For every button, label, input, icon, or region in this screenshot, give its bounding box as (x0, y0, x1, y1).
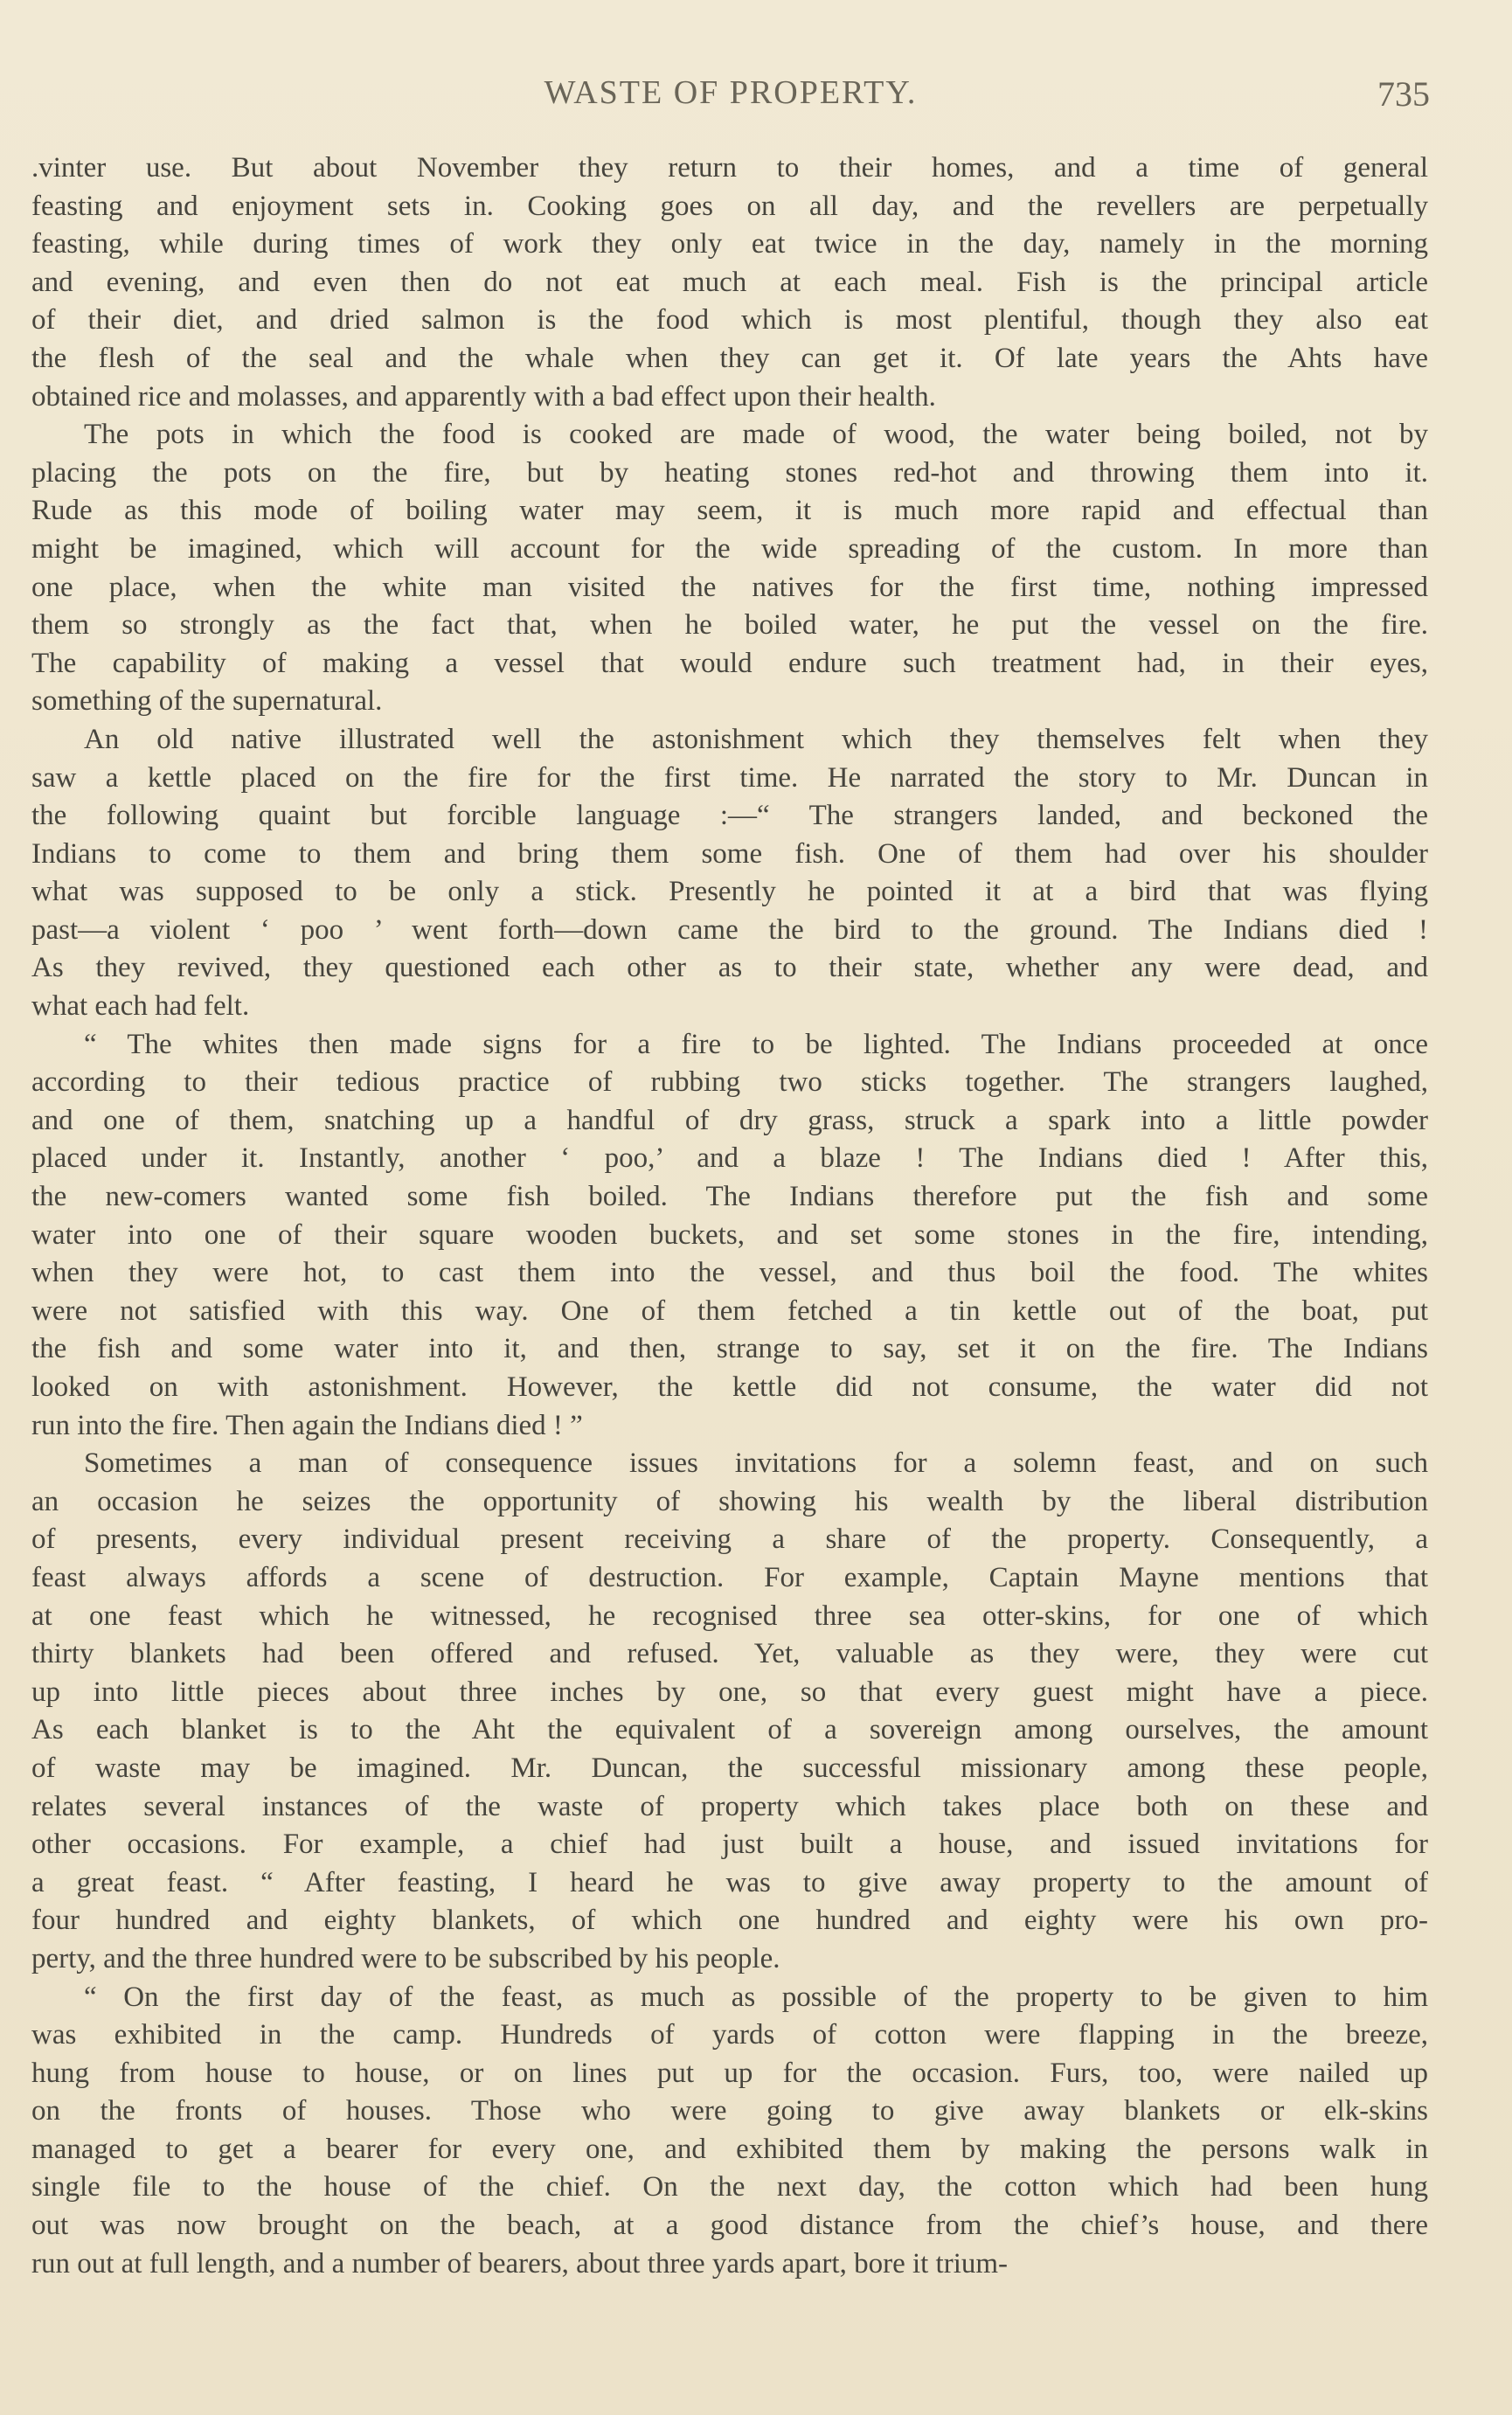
text-line: The capability of making a vessel that would endure such treatment had, in their eyes, (31, 647, 1428, 679)
text-line: up into little pieces about three inches by one, so that every guest might have a piece. (31, 1676, 1428, 1708)
text-line: Sometimes a man of consequence issues invitations for a solemn feast, and on such (84, 1447, 1428, 1480)
text-line: past—a violent ‘ poo ’ went forth—down came the bird to the ground. The Indians died ! (31, 913, 1428, 946)
text-line: and evening, and even then do not eat much at each meal. Fish is the principal article (31, 266, 1428, 298)
text-line: placed under it. Instantly, another ‘ poo,’ and a blaze ! The Indians died ! After this, (31, 1142, 1428, 1175)
text-line: water into one of their square wooden buckets, and set some stones in the fire, intending, (31, 1218, 1428, 1251)
text-line: out was now brought on the beach, at a good distance from the chief’s house, and there (31, 2210, 1428, 2242)
text-line: them so strongly as the fact that, when he boiled water, he put the vessel on the fire. (31, 609, 1428, 642)
text-line: were not satisfied with this way. One of them fetched a tin kettle out of the boat, put (31, 1294, 1428, 1327)
text-line: of waste may be imagined. Mr. Duncan, the successful missionary among these people, (31, 1752, 1428, 1784)
text-line: might be imagined, which will account for the wide spreading of the custom. In more than (31, 532, 1428, 565)
text-line: something of the supernatural. (31, 685, 383, 718)
text-line: the flesh of the seal and the whale when they can get it. Of late years the Ahts have (31, 342, 1428, 374)
text-line: saw a kettle placed on the fire for the first time. He narrated the story to Mr. Duncan in (31, 761, 1428, 794)
page-number: 735 (1377, 74, 1430, 114)
text-line: “ The whites then made signs for a fire to be lighted. The Indians proceeded at once (84, 1028, 1428, 1060)
text-line: obtained rice and molasses, and apparently with a bad effect upon their health. (31, 380, 936, 413)
text-line: The pots in which the food is cooked are made of wood, the water being boiled, not by (84, 419, 1428, 451)
text-line: run into the fire. Then again the Indians died ! ” (31, 1409, 583, 1441)
text-line: feasting, while during times of work they only eat twice in the day, namely in the morning (31, 228, 1428, 260)
text-line: thirty blankets had been offered and refused. Yet, valuable as they were, they were cut (31, 1638, 1428, 1670)
text-line: when they were hot, to cast them into the vessel, and thus boil the food. The whites (31, 1257, 1428, 1289)
text-line: one place, when the white man visited the natives for the first time, nothing impressed (31, 571, 1428, 603)
paragraph (31, 1979, 1428, 2284)
paragraph (31, 1445, 1428, 1978)
text-line: perty, and the three hundred were to be subscribed by his people. (31, 1942, 780, 1974)
text-line: the new-comers wanted some fish boiled. The Indians therefore put the fish and some (31, 1181, 1428, 1213)
text-line: feast always affords a scene of destruction. For example, Captain Mayne mentions that (31, 1561, 1428, 1593)
text-line: Rude as this mode of boiling water may seem, it is much more rapid and effectual than (31, 495, 1428, 527)
text-line: of presents, every individual present receiving a share of the property. Consequently, a (31, 1523, 1428, 1556)
text-line: was exhibited in the camp. Hundreds of yards of cotton were flapping in the breeze, (31, 2019, 1428, 2051)
text-line: “ On the first day of the feast, as much as possible of the property to be given to him (84, 1981, 1428, 2013)
text-line: relates several instances of the waste of property which takes place both on these and (31, 1790, 1428, 1822)
text-line: As they revived, they questioned each other as to their state, whether any were dead, and (31, 952, 1428, 984)
text-line: at one feast which he witnessed, he recognised three sea otter-skins, for one of which (31, 1600, 1428, 1632)
paragraph (31, 1026, 1428, 1446)
text-line: an occasion he seizes the opportunity of showing his wealth by the liberal distribution (31, 1485, 1428, 1517)
text-line: on the fronts of houses. Those who were going to give away blankets or elk-skins (31, 2095, 1428, 2127)
text-line: .vinter use. But about November they return to their homes, and a time of general (31, 152, 1428, 184)
page-header (31, 73, 1430, 126)
text-line: managed to get a bearer for every one, and exhibited them by making the persons walk in (31, 2133, 1428, 2165)
text-line: what each had felt. (31, 990, 250, 1023)
text-line: placing the pots on the fire, but by heating stones red-hot and throwing them into it. (31, 456, 1428, 489)
text-line: a great feast. “ After feasting, I heard he was to give away property to the amount of (31, 1866, 1428, 1898)
running-title: WASTE OF PROPERTY. (544, 74, 918, 111)
text-line: single file to the house of the chief. On the next day, the cotton which had been hung (31, 2171, 1428, 2203)
text-line: according to their tedious practice of rubbing two sticks together. The strangers laughed, (31, 1066, 1428, 1099)
text-line: the following quaint but forcible language :—“ The strangers landed, and beckoned the (31, 800, 1428, 832)
text-line: Indians to come to them and bring them some fish. One of them had over his shoulder (31, 837, 1428, 870)
text-line: hung from house to house, or on lines put up for the occasion. Furs, too, were nailed up (31, 2057, 1428, 2089)
body-text (31, 149, 1428, 2283)
paragraph (31, 416, 1428, 721)
paragraph (31, 721, 1428, 1026)
paragraph (31, 149, 1428, 416)
text-line: what was supposed to be only a stick. Presently he pointed it at a bird that was flying (31, 876, 1428, 908)
text-line: of their diet, and dried salmon is the food which is most plentiful, though they also eat (31, 304, 1428, 337)
text-line: feasting and enjoyment sets in. Cooking goes on all day, and the revellers are perpetually (31, 190, 1428, 222)
text-line: run out at full length, and a number of bearers, about three yards apart, bore it trium- (31, 2247, 1009, 2280)
text-line: An old native illustrated well the astonishment which they themselves felt when they (84, 723, 1428, 755)
text-line: and one of them, snatching up a handful of dry grass, struck a spark into a little powder (31, 1104, 1428, 1136)
text-line: As each blanket is to the Aht the equivalent of a sovereign among ourselves, the amount (31, 1714, 1428, 1746)
text-line: the fish and some water into it, and then, strange to say, set it on the fire. The Indians (31, 1333, 1428, 1365)
text-line: four hundred and eighty blankets, of which one hundred and eighty were his own pro- (31, 1905, 1428, 1937)
text-line: looked on with astonishment. However, the kettle did not consume, the water did not (31, 1371, 1428, 1403)
text-line: other occasions. For example, a chief had just built a house, and issued invitations for (31, 1829, 1428, 1861)
